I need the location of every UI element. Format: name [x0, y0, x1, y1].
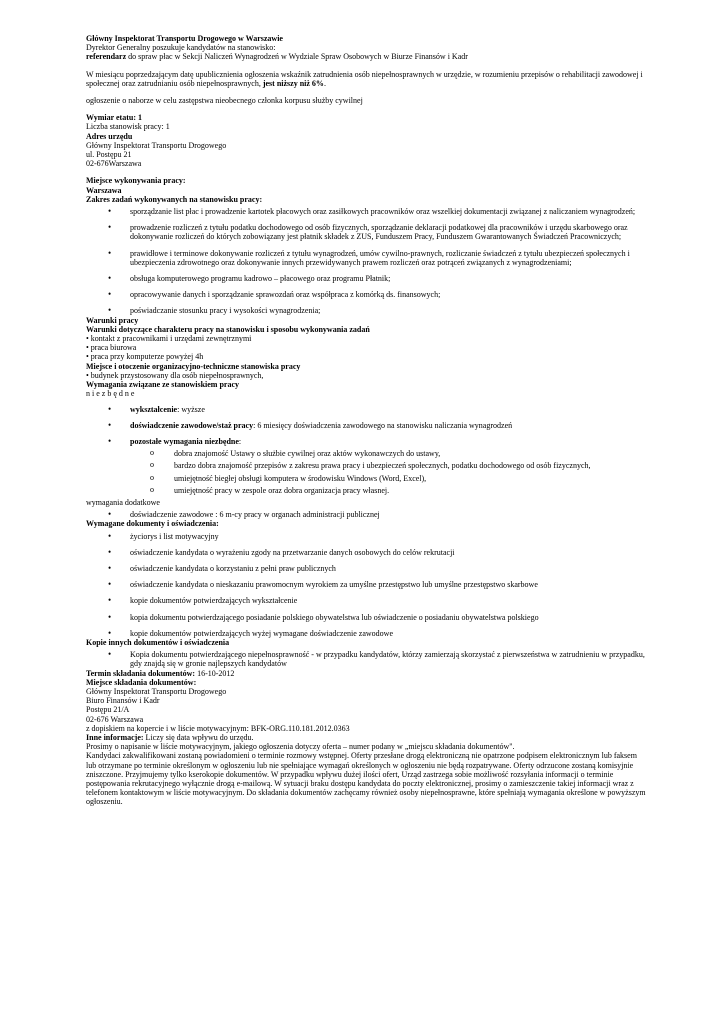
- other-docs-list: [86, 650, 646, 668]
- etat: Wymiar etatu: 1: [86, 113, 142, 123]
- submission-line: z dopiskiem na kopercie i w liście motywacyjnym: BFK-ORG.110.181.2012.0363: [86, 723, 350, 733]
- address-line: ul. Postępu 21: [86, 150, 132, 160]
- deadline-label: Termin składania dokumentów:: [86, 668, 196, 678]
- list-item: • doświadczenie zawodowe : 6 m-cy pracy w organach administracji publicznej: [86, 510, 646, 519]
- tasks-label: Zakres zadań wykonywanych na stanowisku pracy:: [86, 194, 263, 204]
- documents-label: Wymagane dokumenty i oświadczenia:: [86, 519, 219, 529]
- list-item: • poświadczanie stosunku pracy i wysokości wynagrodzenia;: [86, 306, 646, 315]
- req-text: : 6 miesięcy doświadczenia zawodowego na stanowisku naliczania wynagrodzeń: [253, 420, 513, 430]
- conditions-sub-label: Warunki dotyczące charakteru pracy na stanowisku i sposobu wykonywania zadań: [86, 324, 370, 334]
- positions-count: Liczba stanowisk pracy: 1: [86, 122, 170, 132]
- address-line: Główny Inspektorat Transportu Drogowego: [86, 140, 227, 150]
- employment-rate-note: [86, 70, 646, 88]
- work-place-label: Miejsce wykonywania pracy:: [86, 176, 186, 186]
- submission-line: Postępu 21/A: [86, 705, 130, 715]
- req-title: doświadczenie zawodowe/staż pracy: [130, 420, 254, 430]
- list-item: [86, 421, 646, 430]
- org-title: Główny Inspektorat Transportu Drogowego w Warszawie: [86, 34, 283, 43]
- necessary-label: n i e z b ę d n e: [86, 389, 135, 399]
- list-item: • obsługa komputerowego programu kadrowo – płacowego oraz programu Płatnik;: [86, 274, 646, 283]
- list-item: • kopie dokumentów potwierdzających wykształcenie: [86, 596, 646, 605]
- list-item: [86, 405, 646, 414]
- list-item: o bardzo dobra znajomość przepisów z zakresu prawa pracy i ubezpieczeń społecznych, podatku dochodowego od osób fizycznych,: [86, 461, 646, 470]
- list-item: • oświadczenie kandydata o nieskazaniu prawomocnym wyrokiem za umyślne przestępstwo lub umyślne przestępstwo skarbowe: [86, 580, 646, 589]
- submission-line: 02-676 Warszawa: [86, 714, 144, 724]
- list-item: • kopia dokumentu potwierdzającego posiadanie polskiego obywatelstwa lub oświadczenie o posiadaniu obywatelstwa polskiego: [86, 613, 646, 622]
- list-item: • sporządzanie list płac i prowadzenie kartotek płacowych oraz zasiłkowych pracowników oraz wszelkiej dokumentacji związanej z naliczaniem wynagrodzeń;: [86, 207, 646, 216]
- documents-list: [86, 532, 646, 638]
- tasks-list: [86, 207, 646, 316]
- list-item: o dobra znajomość Ustawy o służbie cywilnej oraz aktów wykonawczych do ustawy,: [86, 449, 646, 458]
- other-info-text: Kandydaci zakwalifikowani zostaną powiadomieni o terminie rozmowy wstępnej. Oferty przesłane drogą elektroniczną nie opatrzone podpisem elektronicznym lub faksem lub otrzymane po terminie określonym w ogłoszeniu lub nie spełniające wymagań określonych w ogłoszeniu nie będą rozpatrywane. Oferty odrzucone zostaną komisyjnie zniszczone. Przyjmujemy tylko kserokopie dokumentów. W przypadku wpływu dużej ilości ofert, Urząd zastrzega sobie możliwość rozsyłania informacji o terminie postępowania rekrutacyjnego wyłącznie drogą e-mailową. W sytuacji braku dostępu kandydata do poczty elektronicznej, prosimy o zamieszczenie takiej informacji wraz z telefonem kontaktowym w liście motywacyjnym. Do składania dokumentów zachęcamy również osoby niepełnosprawne, które spełniają wymagania określone w powyższym ogłoszeniu.: [86, 751, 646, 807]
- list-item: • opracowywanie danych i sporządzanie sprawozdań oraz współpraca z komórką ds. finansowych;: [86, 290, 646, 299]
- deadline-value: 16-10-2012: [195, 668, 235, 678]
- condition-item: • kontakt z pracownikami i urzędami zewnętrznymi: [86, 334, 252, 344]
- employment-rate-bold: jest niższy niż 6%: [262, 78, 324, 88]
- other-info-label: Inne informacje:: [86, 732, 144, 742]
- condition-item: • praca przy komputerze powyżej 4h: [86, 352, 204, 362]
- other-info-text: Prosimy o napisanie w liście motywacyjnym, jakiego ogłoszenia dotyczy oferta – numer podany w „miejscu składania dokumentów".: [86, 742, 515, 752]
- address-line: 02-676Warszawa: [86, 159, 142, 169]
- work-place-city: Warszawa: [86, 185, 122, 195]
- position-title: referendarz: [86, 52, 127, 62]
- other-info-line: [86, 733, 646, 742]
- employment-rate-end: .: [323, 78, 326, 88]
- req-text: :: [238, 436, 242, 446]
- job-posting-document: [86, 34, 646, 807]
- req-title: wykształcenie: [130, 404, 178, 414]
- list-item: o umiejętność biegłej obsługi komputera w środowisku Windows (Word, Excel),: [86, 474, 646, 483]
- list-item: o umiejętność pracy w zespole oraz dobra organizacja pracy własnej.: [86, 486, 646, 495]
- header-line: Dyrektor Generalny poszukuje kandydatów na stanowisko:: [86, 43, 276, 53]
- requirements-sub-list: [86, 449, 646, 495]
- other-info-first: Liczy się data wpływu do urzędu.: [143, 732, 254, 742]
- list-item: • oświadczenie kandydata o korzystaniu z pełni praw publicznych: [86, 564, 646, 573]
- submission-line: Biuro Finansów i Kadr: [86, 696, 160, 706]
- condition-item: • praca biurowa: [86, 343, 137, 353]
- position-desc: do spraw płac w Sekcji Naliczeń Wynagrodzeń w Wydziale Spraw Osobowych w Biurze Finansów i Kadr: [126, 52, 468, 62]
- replacement-note: ogłoszenie o naborze w celu zastępstwa nieobecnego członka korpusu służby cywilnej: [86, 96, 363, 106]
- list-item: • kopie dokumentów potwierdzających wyżej wymagane doświadczenie zawodowe: [86, 629, 646, 638]
- submission-line: Główny Inspektorat Transportu Drogowego: [86, 686, 227, 696]
- list-item: • oświadczenie kandydata o wyrażeniu zgody na przetwarzanie danych osobowych do celów rekrutacji: [86, 548, 646, 557]
- deadline-line: [86, 669, 646, 678]
- additional-label: wymagania dodatkowe: [86, 497, 160, 507]
- list-item: • Kopia dokumentu potwierdzającego niepełnosprawność - w przypadku kandydatów, którzy zamierzają skorzystać z pierwszeństwa w zatrudnieniu w przypadku, gdy znajdą się w gronie najlepszych kandydatów: [86, 650, 646, 668]
- submission-label: Miejsce składania dokumentów:: [86, 677, 197, 687]
- req-title: pozostałe wymagania niezbędne: [130, 436, 239, 446]
- list-item: • życiorys i list motywacyjny: [86, 532, 646, 541]
- list-item: [86, 437, 646, 446]
- address-label: Adres urzędu: [86, 131, 133, 141]
- position-line: [86, 52, 646, 61]
- requirements-label: Wymagania związane ze stanowiskiem pracy: [86, 380, 240, 390]
- additional-list: [86, 510, 646, 519]
- env-label: Miejsce i otoczenie organizacyjno-techniczne stanowiska pracy: [86, 361, 301, 371]
- list-item: • prawidłowe i terminowe dokonywanie rozliczeń z tytułu wynagrodzeń, umów cywilno-prawnych, rozliczanie świadczeń z tytułu ubezpieczeń społecznych i ubezpieczenia zdrowotnego oraz dokonywanie innych przewidywanych prawem rozliczeń oraz potrąceń związanych z wynagrodzeniami;: [86, 249, 646, 267]
- requirements-list: [86, 405, 646, 447]
- conditions-label: Warunki pracy: [86, 315, 139, 325]
- env-item: • budynek przystosowany dla osób niepełnosprawnych,: [86, 370, 264, 380]
- list-item: • prowadzenie rozliczeń z tytułu podatku dochodowego od osób fizycznych, sporządzanie deklaracji podatkowej dla pracowników i urzędu skarbowego oraz dokonywanie rozliczeń do których zobowiązany jest płatnik składek z ZUS, Funduszem Pracy, Funduszem Gwarantowanych Świadczeń Pracowniczych;: [86, 223, 646, 241]
- employment-rate-text: W miesiącu poprzedzającym datę upublicznienia ogłoszenia wskaźnik zatrudnienia osób niepełnosprawnych w urzędzie, w rozumieniu przepisów o rehabilitacji zawodowej i społecznej oraz zatrudnianiu osób niepełnosprawnych,: [86, 69, 643, 88]
- other-docs-label: Kopie innych dokumentów i oświadczenia: [86, 637, 230, 647]
- req-text: : wyższe: [177, 404, 205, 414]
